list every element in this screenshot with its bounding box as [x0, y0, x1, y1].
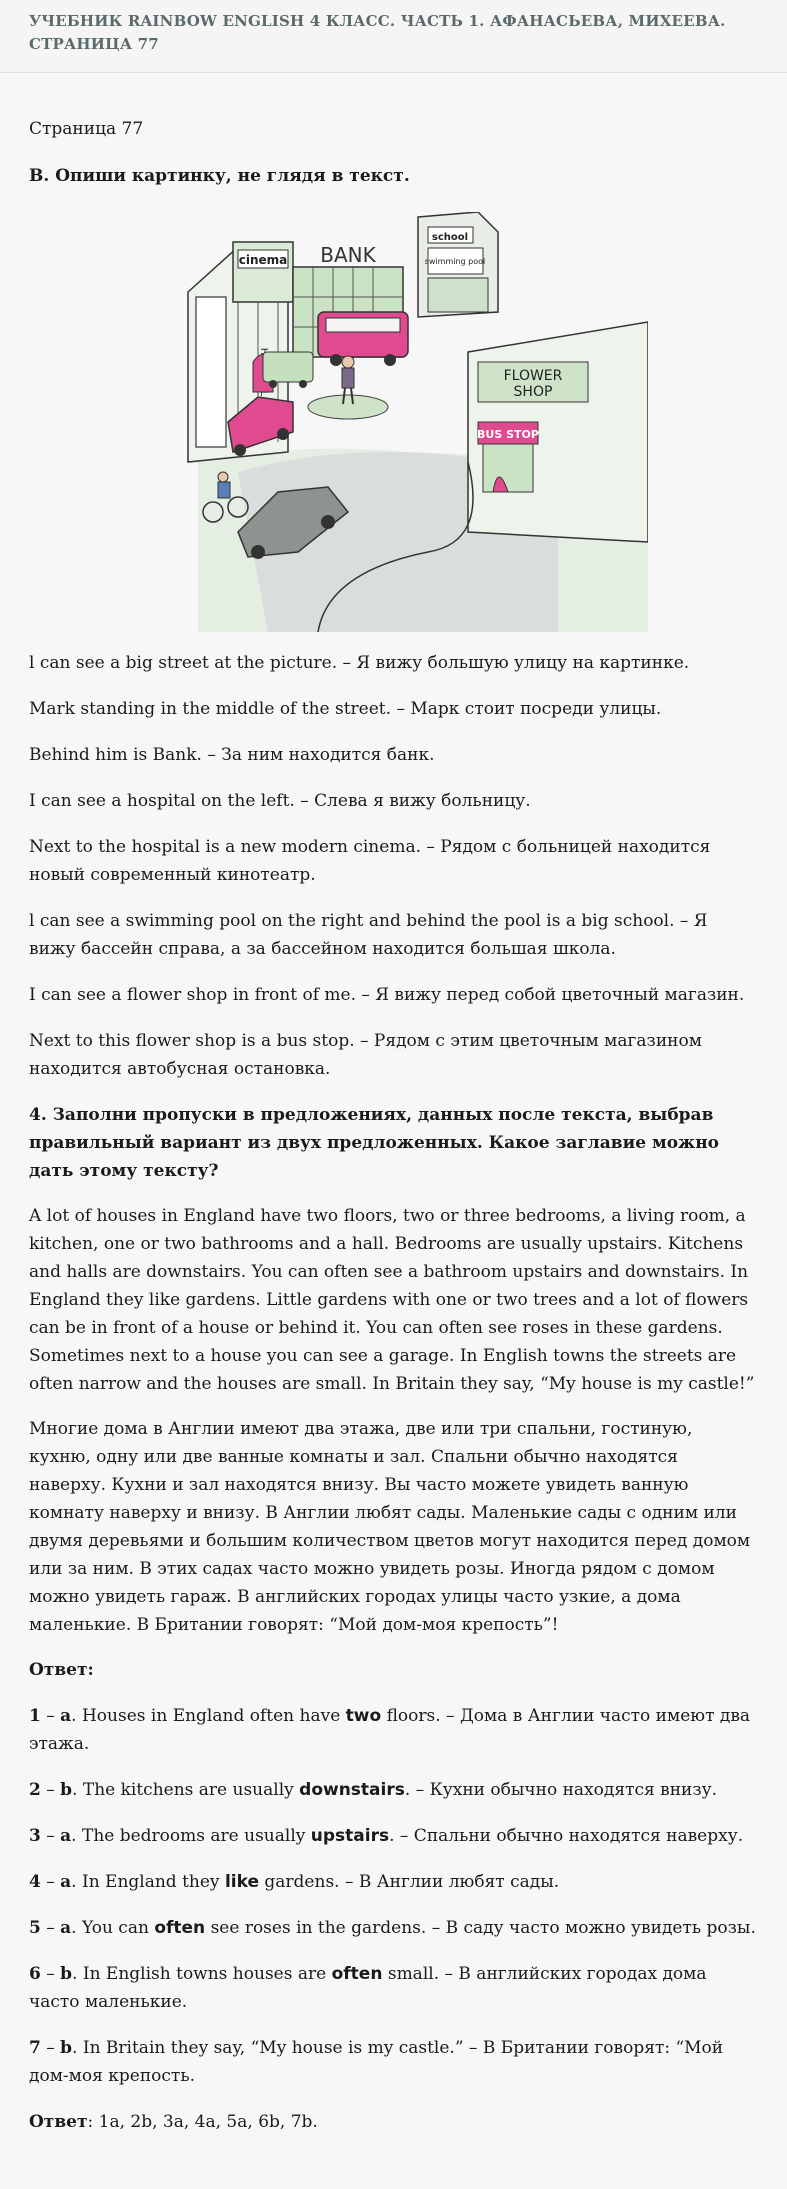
- sentence-7: I can see a flower shop in front of me. – Я вижу перед собой цветочный магазин.: [29, 985, 745, 1005]
- sentence-2: Mark standing in the middle of the street. – Марк стоит посреди улицы.: [29, 699, 662, 719]
- final-answer-label: Ответ: [29, 2112, 88, 2132]
- page-title: УЧЕБНИК RAINBOW ENGLISH 4 КЛАСС. ЧАСТЬ 1. АФАНАСЬЕВА, МИХЕЕВА. СТРАНИЦА 77: [29, 12, 726, 53]
- pool-sign: swimming pool: [424, 257, 486, 266]
- article-content: [0, 115, 787, 2136]
- school-sign: school: [431, 232, 469, 243]
- page-label: Страница 77: [29, 119, 144, 139]
- sentence-5: Next to the hospital is a new modern cinema. – Рядом с больницей находится новый современный кинотеатр.: [29, 837, 711, 885]
- flower-shop-sign-line2: SHOP: [513, 384, 553, 400]
- answer-item: 4 – a. In England they like gardens. – В Англии любят сады.: [29, 1872, 560, 1892]
- answer-item: 6 – b. In English towns houses are often small. – В английских городах дома часто маленькие.: [29, 1964, 707, 2012]
- english-text: A lot of houses in England have two floors, two or three bedrooms, a living room, a kitchen, one or two bathrooms and a hall. Bedrooms are usually upstairs. Kitchens and halls are downstairs. You can often see a bathroom upstairs and downstairs. In England they like gardens. Little gardens with one or two trees and a lot of flowers can be in front of a house or behind it. You can often see roses in these gardens. Sometimes next to a house you can see a garage. In English towns the streets are often narrow and the houses are small. In Britain they say, “My house is my castle!”: [29, 1206, 755, 1394]
- answer-item: 5 – a. You can often see roses in the gardens. – В саду часто можно увидеть розы.: [29, 1918, 756, 1938]
- bank-sign: BANK: [320, 243, 376, 267]
- task-4-heading: 4. Заполни пропуски в предложениях, данных после текста, выбрав правильный вариант из двух предложенных. Какое заглавие можно дать этому тексту?: [29, 1105, 719, 1181]
- final-answer-text: : 1a, 2b, 3a, 4a, 5a, 6b, 7b.: [87, 2112, 318, 2132]
- cinema-sign: cinema: [238, 253, 288, 267]
- sentence-1: l can see a big street at the picture. – Я вижу большую улицу на картинке.: [29, 653, 690, 673]
- answer-item: 2 – b. The kitchens are usually downstairs. – Кухни обычно находятся внизу.: [29, 1780, 718, 1800]
- street-illustration: [178, 212, 648, 632]
- sentence-6: l can see a swimming pool on the right and behind the pool is a big school. – Я вижу бассейн справа, а за бассейном находится большая школа.: [29, 911, 708, 959]
- flower-shop: [468, 322, 648, 542]
- sentence-3: Behind him is Bank. – За ним находится банк.: [29, 745, 435, 765]
- answer-heading: Ответ:: [29, 1660, 94, 1680]
- sentence-8: Next to this flower shop is a bus stop. – Рядом с этим цветочным магазином находится автобусная остановка.: [29, 1031, 702, 1079]
- answer-item: 1 – a. Houses in England often have two floors. – Дома в Англии часто имеют два этажа.: [29, 1706, 751, 1754]
- russian-translation: Многие дома в Англии имеют два этажа, две или три спальни, гостиную, кухню, одну или две ванные комнаты и зал. Спальни обычно находятся наверху. Кухни и зал находятся внизу. Вы часто можете увидеть ванную комнату наверху и внизу. В Англии любят сады. Маленькие сады с одним или двумя деревьями и большим количеством цветов могут находится перед домом или за ним. В этих садах часто можно увидеть розы. Иногда рядом с домом можно увидеть гараж. В английских городах улицы часто узкие, а дома маленькие. В Британии говорят: “Мой дом-моя крепость”!: [29, 1419, 751, 1635]
- page-header: [0, 0, 787, 73]
- task-b-heading: B. Опиши картинку, не глядя в текст.: [29, 166, 410, 186]
- bus-stop-sign: BUS STOP: [477, 428, 539, 441]
- flower-shop-sign-line1: FLOWER: [503, 368, 563, 384]
- school-building: [418, 212, 498, 317]
- answer-item: 7 – b. In Britain they say, “My house is my castle.” – В Британии говорят: “Мой дом-моя крепость.: [29, 2038, 724, 2086]
- final-answer: [29, 2108, 758, 2136]
- sentence-4: I can see a hospital on the left. – Слева я вижу больницу.: [29, 791, 531, 811]
- answer-item: 3 – a. The bedrooms are usually upstairs. – Спальни обычно находятся наверху.: [29, 1826, 744, 1846]
